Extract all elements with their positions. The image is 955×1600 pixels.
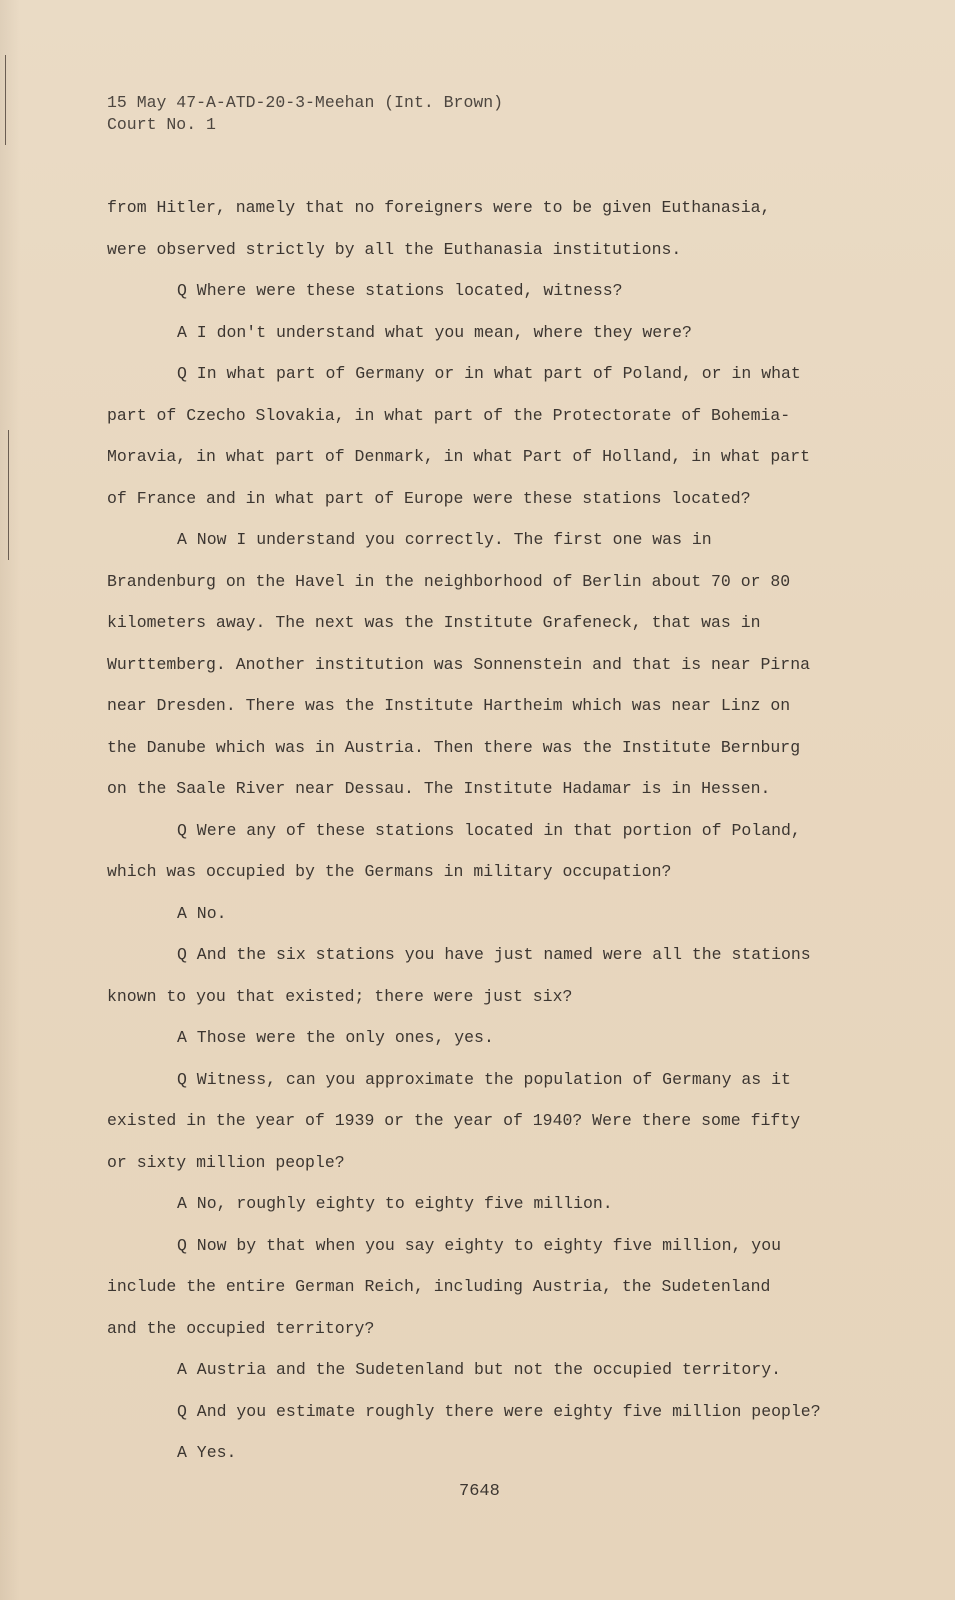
edge-mark (5, 55, 6, 145)
text-line: A Austria and the Sudetenland but not the occupied territory. (177, 1360, 781, 1379)
text-line: A No. (177, 903, 227, 923)
text-line: part of Czecho Slovakia, in what part of the Protectorate of Bohemia- (107, 405, 791, 425)
text-line: include the entire German Reich, including Austria, the Sudetenland (107, 1277, 771, 1296)
transcript-header (107, 92, 503, 136)
text-line: Q Now by that when you say eighty to eighty five million, you (177, 1235, 781, 1255)
page-edge-shadow (0, 0, 20, 1600)
text-line: Q Where were these stations located, witness? (177, 281, 623, 300)
text-line: A No, roughly eighty to eighty five million. (177, 1194, 613, 1213)
transcript-body (107, 196, 847, 1483)
text-line: Q Witness, can you approximate the population of Germany as it (177, 1069, 791, 1089)
text-line: which was occupied by the Germans in military occupation? (107, 862, 672, 881)
text-line: kilometers away. The next was the Institute Grafeneck, that was in (107, 613, 761, 632)
edge-mark (8, 430, 9, 560)
text-line: Q Were any of these stations located in that portion of Poland, (177, 820, 801, 840)
text-line: existed in the year of 1939 or the year of 1940? Were there some fifty (107, 1111, 801, 1130)
text-line: A Now I understand you correctly. The first one was in (177, 530, 712, 549)
text-line: A I don't understand what you mean, where they were? (177, 322, 692, 342)
text-line: A Those were the only ones, yes. (177, 1028, 494, 1047)
page-number: 7648 (459, 1482, 500, 1501)
text-line: A Yes. (177, 1443, 237, 1462)
text-line: Q And you estimate roughly there were eighty five million people? (177, 1401, 821, 1421)
text-line: Moravia, in what part of Denmark, in what Part of Holland, in what part (107, 447, 811, 466)
header-line-date: 15 May 47-A-ATD-20-3-Meehan (Int. Brown) (107, 93, 504, 112)
text-line: Brandenburg on the Havel in the neighborhood of Berlin about 70 or 80 (107, 571, 791, 591)
text-line: near Dresden. There was the Institute Hartheim which was near Linz on (107, 696, 791, 715)
text-line: on the Saale River near Dessau. The Institute Hadamar is in Hessen. (107, 779, 771, 798)
text-line: of France and in what part of Europe were these stations located? (107, 488, 751, 508)
text-line: and the occupied territory? (107, 1318, 375, 1338)
text-line: Wurttemberg. Another institution was Sonnenstein and that is near Pirna (107, 654, 811, 674)
text-line: the Danube which was in Austria. Then there was the Institute Bernburg (107, 737, 801, 757)
text-line: known to you that existed; there were just six? (107, 986, 573, 1006)
text-line: from Hitler, namely that no foreigners were to be given Euthanasia, (107, 198, 771, 217)
header-line-court: Court No. 1 (107, 115, 216, 134)
text-line: or sixty million people? (107, 1152, 345, 1172)
text-line: were observed strictly by all the Euthanasia institutions. (107, 239, 682, 259)
text-line: Q In what part of Germany or in what part of Poland, or in what (177, 364, 801, 383)
text-line: Q And the six stations you have just named were all the stations (177, 945, 811, 964)
